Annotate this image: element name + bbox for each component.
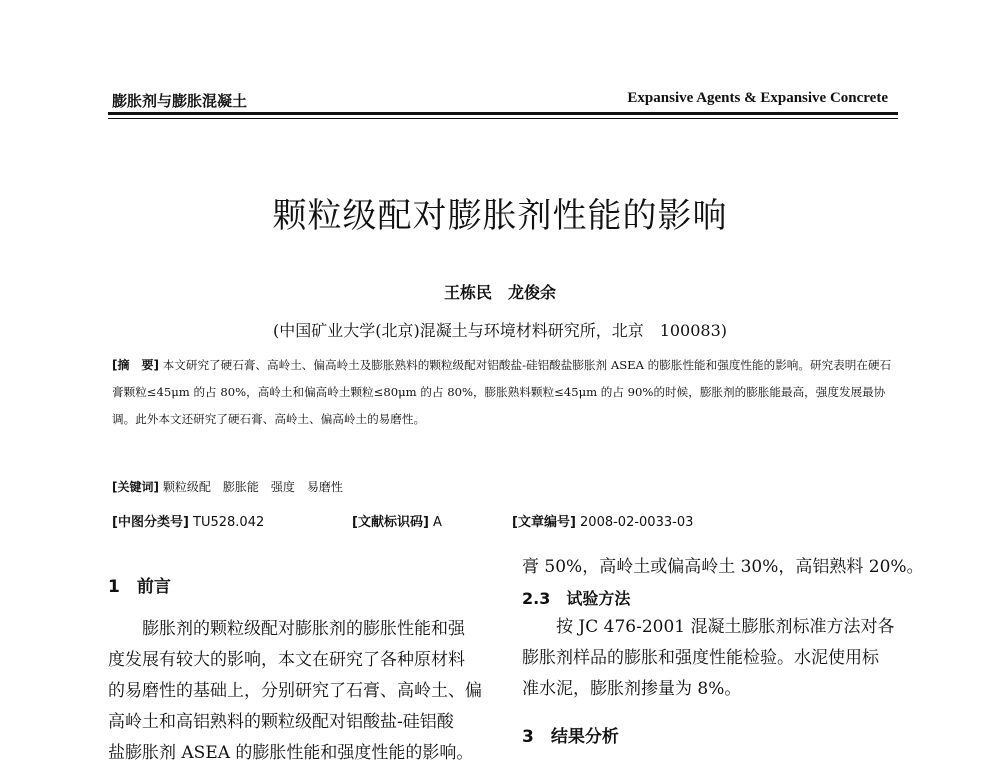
intro-paragraph bbox=[108, 614, 503, 769]
clc-label: [中图分类号] bbox=[112, 515, 189, 530]
article-value: 2008-02-0033-03 bbox=[580, 515, 694, 530]
intro-line: 度发展有较大的影响，本文在研究了各种原材料 bbox=[108, 650, 465, 670]
header-rule-thin bbox=[108, 118, 898, 119]
keywords bbox=[112, 478, 343, 495]
section-2-3-title: 2.3 试验方法 bbox=[522, 589, 631, 608]
section-1-title: 1 前言 bbox=[108, 577, 171, 597]
keywords-text: 颗粒级配 膨胀能 强度 易磨性 bbox=[162, 480, 343, 494]
doc-value: A bbox=[433, 515, 442, 530]
clc-value: TU528.042 bbox=[193, 515, 265, 530]
intro-line: 的易磨性的基础上，分别研究了石膏、高岭土、偏 bbox=[108, 681, 482, 701]
intro-line: 高岭土和高铝熟料的颗粒级配对铝酸盐-硅铝酸 bbox=[108, 712, 454, 732]
affiliation: (中国矿业大学(北京)混凝土与环境材料研究所，北京 100083) bbox=[272, 321, 728, 340]
method-line: 膨胀剂样品的膨胀和强度性能检验。水泥使用标 bbox=[522, 648, 879, 668]
header-rule-thick bbox=[108, 112, 898, 115]
doc-label: [文献标识码] bbox=[352, 515, 429, 530]
doc-code bbox=[352, 511, 442, 530]
article-label: [文章编号] bbox=[512, 515, 576, 530]
intro-line: 盐膨胀剂 ASEA 的膨胀性能和强度性能的影响。 bbox=[108, 743, 474, 763]
abstract-label: [摘 要] bbox=[112, 358, 159, 372]
article-number bbox=[512, 511, 693, 530]
abstract-text: 本文研究了硬石膏、高岭土、偏高岭土及膨胀熟料的颗粒级配对铝酸盐-硅铝酸盐膨胀剂 ASEA 的膨胀性能和强度性能的影响。研究表明在硬石膏颗粒≤45μm 的占 80%，高岭土和偏高岭土颗粒≤80μm 的占 80%，膨胀熟料颗粒≤45μm 的占 90%的时候，膨胀剂的膨胀能最高，强度发展最协调。此外本文还研究了硬石膏、高岭土、偏高岭土的易磨性。 bbox=[112, 358, 892, 426]
carryover-line: 膏 50%，高岭土或偏高岭土 30%，高铝熟料 20%。 bbox=[522, 557, 924, 577]
abstract bbox=[112, 352, 892, 433]
authors: 王栋民 龙俊余 bbox=[443, 283, 556, 302]
intro-line: 膨胀剂的颗粒级配对膨胀剂的膨胀性能和强 bbox=[142, 619, 465, 639]
clc-number bbox=[112, 511, 264, 530]
running-header-cn: 膨胀剂与膨胀混凝土 bbox=[112, 92, 248, 110]
method-line: 准水泥，膨胀剂掺量为 8%。 bbox=[522, 679, 742, 699]
section-3-title: 3 结果分析 bbox=[522, 727, 619, 747]
method-paragraph bbox=[522, 612, 902, 705]
paper-title: 颗粒级配对膨胀剂性能的影响 bbox=[272, 196, 728, 236]
running-header-en: Expansive Agents & Expansive Concrete bbox=[627, 90, 888, 106]
keywords-label: [关键词] bbox=[112, 480, 159, 494]
method-line: 按 JC 476-2001 混凝土膨胀剂标准方法对各 bbox=[556, 617, 895, 637]
